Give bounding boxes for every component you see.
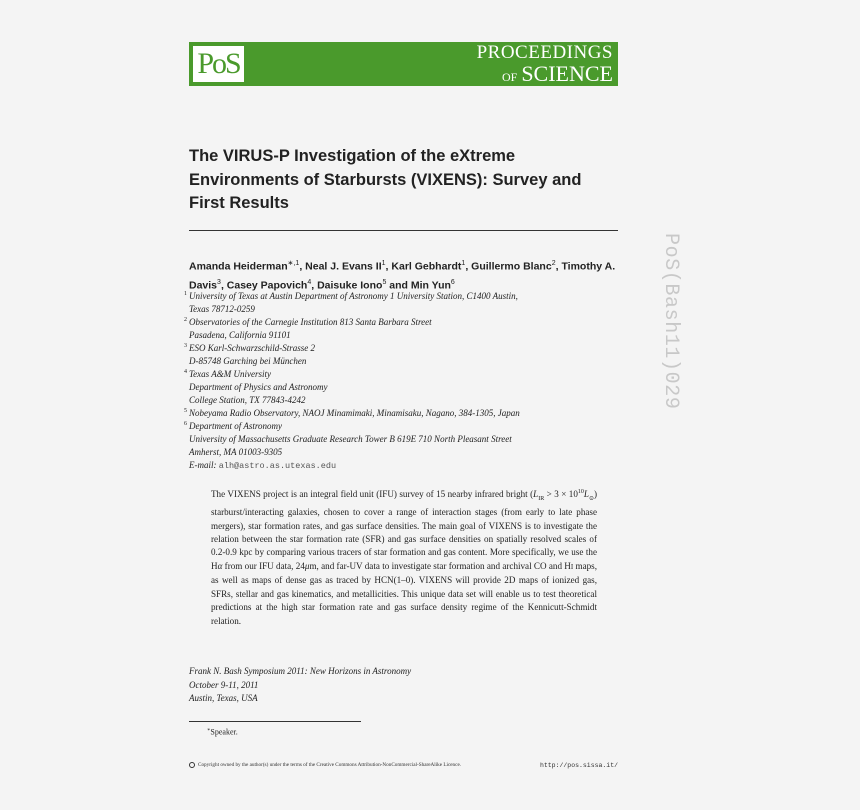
abstract-symbol: I xyxy=(570,562,574,571)
affiliation-text: Texas A&M University xyxy=(189,369,271,379)
banner-proceedings: PROCEEDINGS xyxy=(476,42,613,63)
footnote xyxy=(207,727,238,737)
creative-commons-icon xyxy=(189,762,195,768)
abstract-text: m, and far-UV data to investigate star formation and archival CO and H xyxy=(309,560,571,571)
abstract-subscript: ⊙ xyxy=(588,495,594,502)
affiliation-text: ESO Karl-Schwarzschild-Strasse 2 xyxy=(189,343,315,353)
pos-logo-text: PoS xyxy=(197,47,240,80)
side-identifier-text: PoS(Bash11)029 xyxy=(659,233,682,410)
banner-science: SCIENCE xyxy=(521,61,613,86)
affiliation-text: University of Texas at Austin Department of Astronomy 1 University Station, C1400 Austin, xyxy=(189,291,518,301)
author-mark: 1 xyxy=(461,260,466,267)
abstract-text: from our IFU data, 24 xyxy=(222,560,305,571)
side-identifier xyxy=(659,233,682,483)
affiliation-list xyxy=(184,290,619,473)
footnote-text: Speaker. xyxy=(210,727,238,737)
affiliation-text: Observatories of the Carnegie Institution 813 Santa Barbara Street xyxy=(189,317,432,327)
footnote-rule xyxy=(189,721,361,722)
pos-banner xyxy=(189,42,618,86)
author-mark: 5 xyxy=(382,278,387,286)
author-mark: 1 xyxy=(381,260,386,267)
abstract xyxy=(211,486,597,628)
author-name: Timothy A. Davis xyxy=(189,260,616,291)
author-mark: 3 xyxy=(217,278,221,286)
abstract-symbol: L xyxy=(583,489,589,500)
affiliation-line xyxy=(189,329,619,342)
affiliation-line xyxy=(189,355,619,368)
author-name: Min Yun xyxy=(410,279,451,291)
affiliation-mark: 5 xyxy=(184,408,187,414)
email-line xyxy=(189,459,619,473)
conference-place: Austin, Texas, USA xyxy=(189,693,258,703)
affiliation-line xyxy=(184,342,619,355)
author-name: Karl Gebhardt xyxy=(391,260,462,273)
author-name: Casey Papovich xyxy=(226,279,308,291)
pos-logo xyxy=(193,46,244,82)
abstract-symbol: L xyxy=(533,489,539,500)
affiliation-text: Department of Physics and Astronomy xyxy=(189,382,328,392)
copyright-text: Copyright owned by the author(s) under the terms of the Creative Commons Attribution-NonCommercial-ShareAlike Licence. xyxy=(198,762,462,769)
author-mark: ∗,1 xyxy=(287,260,300,267)
affiliation-line xyxy=(184,407,619,420)
affiliation-text: Pasadena, California 91101 xyxy=(189,330,291,340)
affiliation-text: Nobeyama Radio Observatory, NAOJ Minamimaki, Minamisaku, Nagano, 384-1305, Japan xyxy=(189,408,520,418)
affiliation-text: University of Massachusetts Graduate Research Tower B 619E 710 North Pleasant Street xyxy=(189,434,512,444)
affiliation-line xyxy=(189,381,619,394)
affiliation-line xyxy=(184,316,619,329)
affiliation-text: Amherst, MA 01003-9305 xyxy=(189,447,283,457)
copyright-notice xyxy=(189,762,461,768)
conference-dates: October 9-11, 2011 xyxy=(189,679,259,690)
author-list: Amanda Heiderman$^{∗,1}$, Neal J. Evans $II^1$, Karl Gebhardt$^1$, Guillermo Blanc$^2$, Timothy A. Davis$^3$, Casey Papovich$^4$, Daisuke Iono$^5$ and Min Yun$^6$ xyxy=(189,260,616,291)
conference-name: Frank N. Bash Symposium 2011: New Horizons in Astronomy xyxy=(189,666,412,676)
affiliation-text: D-85748 Garching bei München xyxy=(189,356,307,366)
abstract-symbol: μ xyxy=(304,560,310,571)
affiliation-line xyxy=(189,394,619,407)
affiliation-text: Department of Astronomy xyxy=(189,421,282,431)
footnote-mark: ∗ xyxy=(207,728,211,733)
author-name: Neal J. Evans II xyxy=(305,260,382,273)
abstract-text: The VIXENS project is an integral field unit (IFU) survey of 15 nearby infrared bright ( xyxy=(211,489,534,500)
author-mark: 2 xyxy=(551,260,556,267)
author-mark: 6 xyxy=(450,278,455,286)
affiliation-mark: 4 xyxy=(184,369,187,375)
abstract-text: ) starburst/interacting galaxies, chosen to cover a range of interaction stages (from early to late phase mergers), star formation rates, and gas surface densities. The main goal of VIXENS is to investigate the relation between the star formation rate (SFR) and gas surface densities on spatially resolved scales of 0.2-0.9 kpc by comparing various tracers of star formation and gas content. More specifically, we use the H xyxy=(211,489,597,571)
title-rule xyxy=(189,230,618,231)
email-link[interactable]: alh@astro.as.utexas.edu xyxy=(218,461,337,471)
affiliation-text: College Station, TX 77843-4242 xyxy=(189,395,306,405)
affiliation-mark: 6 xyxy=(184,421,187,427)
paper-title: The VIRUS-P Investigation of the eXtreme Environments of Starbursts (VIXENS): Survey and First Results xyxy=(189,147,582,212)
abstract-text: > 3 × 10 xyxy=(544,489,578,500)
conference-info xyxy=(189,665,489,706)
abstract-exponent: 10 xyxy=(577,489,584,495)
email-label: E-mail: xyxy=(189,460,217,470)
author-name: Daisuke Iono xyxy=(317,279,383,291)
abstract-subscript: IR xyxy=(538,495,545,502)
affiliation-mark: 2 xyxy=(184,317,187,323)
abstract-symbol: α xyxy=(217,560,223,571)
affiliation-line xyxy=(184,368,619,381)
abstract-text: maps, as well as maps of dense gas as traced by HCN(1–0). VIXENS will provide 2D maps of ionized gas, SFRs, stellar and gas kinematics, and metallicities. This unique data set will enable us to test theoretical predictions at the high star formation rate and gas surface density regime of the Kennicutt-Schmidt relation. xyxy=(211,560,597,626)
affiliation-mark: 3 xyxy=(184,343,187,349)
affiliation-mark: 1 xyxy=(184,291,187,297)
banner-of-science xyxy=(502,63,613,88)
affiliation-line xyxy=(189,433,619,446)
affiliation-line xyxy=(184,420,619,433)
affiliation-text: Texas 78712-0259 xyxy=(189,304,255,314)
affiliation-line xyxy=(189,303,619,316)
author-name: Guillermo Blanc xyxy=(471,260,552,273)
author-name: Amanda Heiderman xyxy=(189,260,288,273)
banner-of: OF xyxy=(501,70,518,84)
affiliation-line xyxy=(189,446,619,459)
pos-url[interactable]: http://pos.sissa.it/ xyxy=(539,762,618,769)
author-mark: 4 xyxy=(307,278,312,286)
affiliation-line xyxy=(184,290,619,303)
